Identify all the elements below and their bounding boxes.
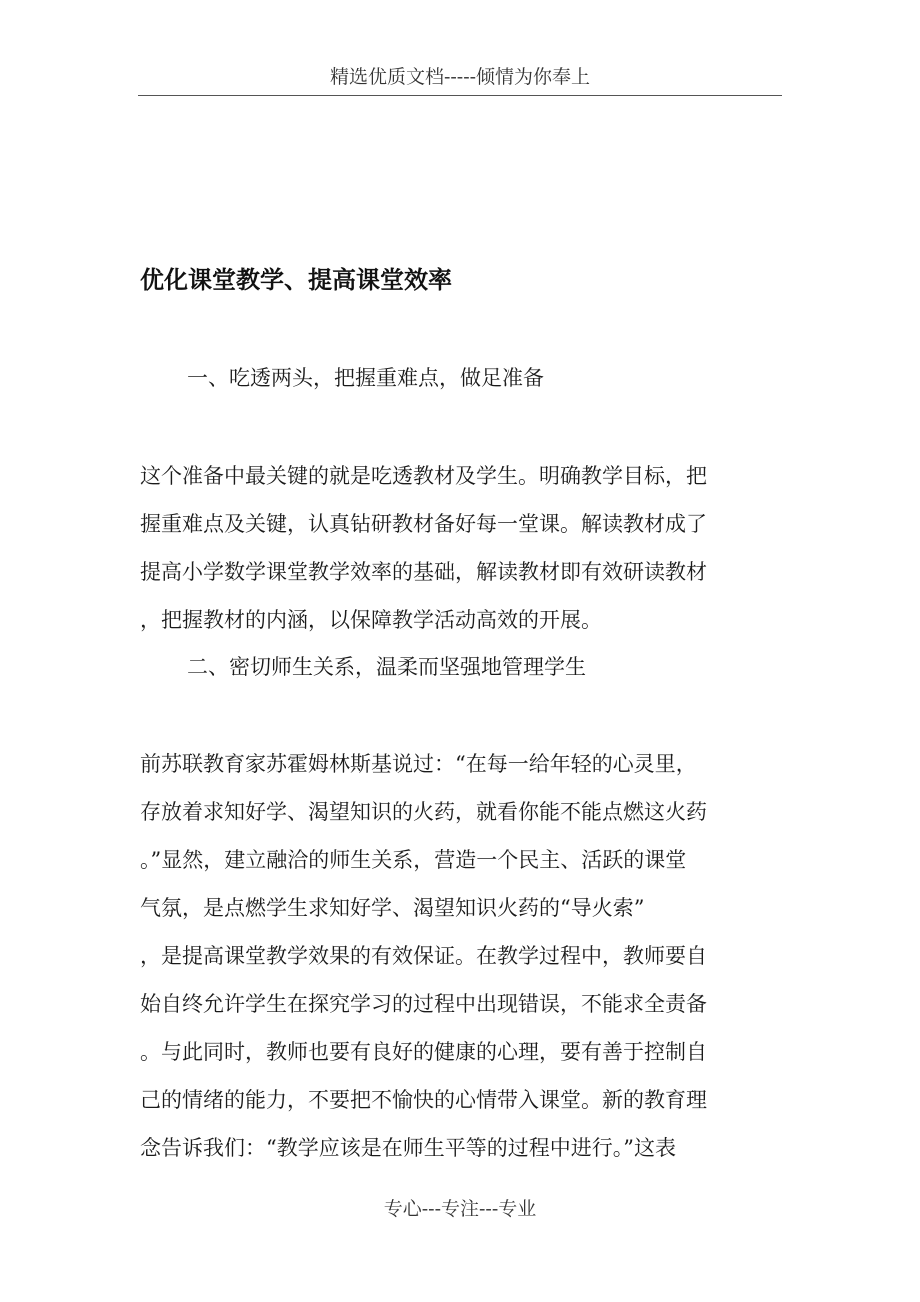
paragraph-line: ，把握教材的内涵，以保障教学活动高效的开展。 <box>140 608 602 632</box>
paragraph-line: 。与此同时，教师也要有良好的健康的心理，要有善于控制自 <box>140 1040 707 1064</box>
section-heading-2: 二、密切师生关系，温柔而坚强地管理学生 <box>187 655 586 679</box>
paragraph-line: 念告诉我们：“教学应该是在师生平等的过程中进行。”这表 <box>140 1136 676 1160</box>
section-1-paragraph <box>140 452 780 644</box>
paragraph-line: 前苏联教育家苏霍姆林斯基说过：“在每一给年轻的心灵里， <box>140 752 697 776</box>
document-title: 优化课堂教学、提高课堂效率 <box>140 265 452 294</box>
paragraph-line: 气氛，是点燃学生求知好学、渴望知识火药的“导火索” <box>140 896 645 920</box>
paragraph-line: 握重难点及关键，认真钻研教材备好每一堂课。解读教材成了 <box>140 512 707 536</box>
header-divider <box>138 95 782 96</box>
section-2-paragraph <box>140 740 780 1172</box>
paragraph-line: 提高小学数学课堂教学效率的基础，解读教材即有效研读教材 <box>140 560 707 584</box>
page-footer: 专心---专注---专业 <box>383 1198 537 1220</box>
paragraph-line: ，是提高课堂教学效果的有效保证。在教学过程中，教师要自 <box>140 944 707 968</box>
paragraph-line: 存放着求知好学、渴望知识的火药，就看你能不能点燃这火药 <box>140 800 707 824</box>
paragraph-line: 始自终允许学生在探究学习的过程中出现错误，不能求全责备 <box>140 992 707 1016</box>
paragraph-line: 这个准备中最关键的就是吃透教材及学生。明确教学目标，把 <box>140 464 707 488</box>
section-heading-1: 一、吃透两头，把握重难点，做足准备 <box>187 366 544 390</box>
paragraph-line: 己的情绪的能力，不要把不愉快的心情带入课堂。新的教育理 <box>140 1088 707 1112</box>
paragraph-line: 。”显然，建立融洽的师生关系，营造一个民主、活跃的课堂 <box>140 848 687 872</box>
page-header: 精选优质文档-----倾情为你奉上 <box>329 66 591 88</box>
